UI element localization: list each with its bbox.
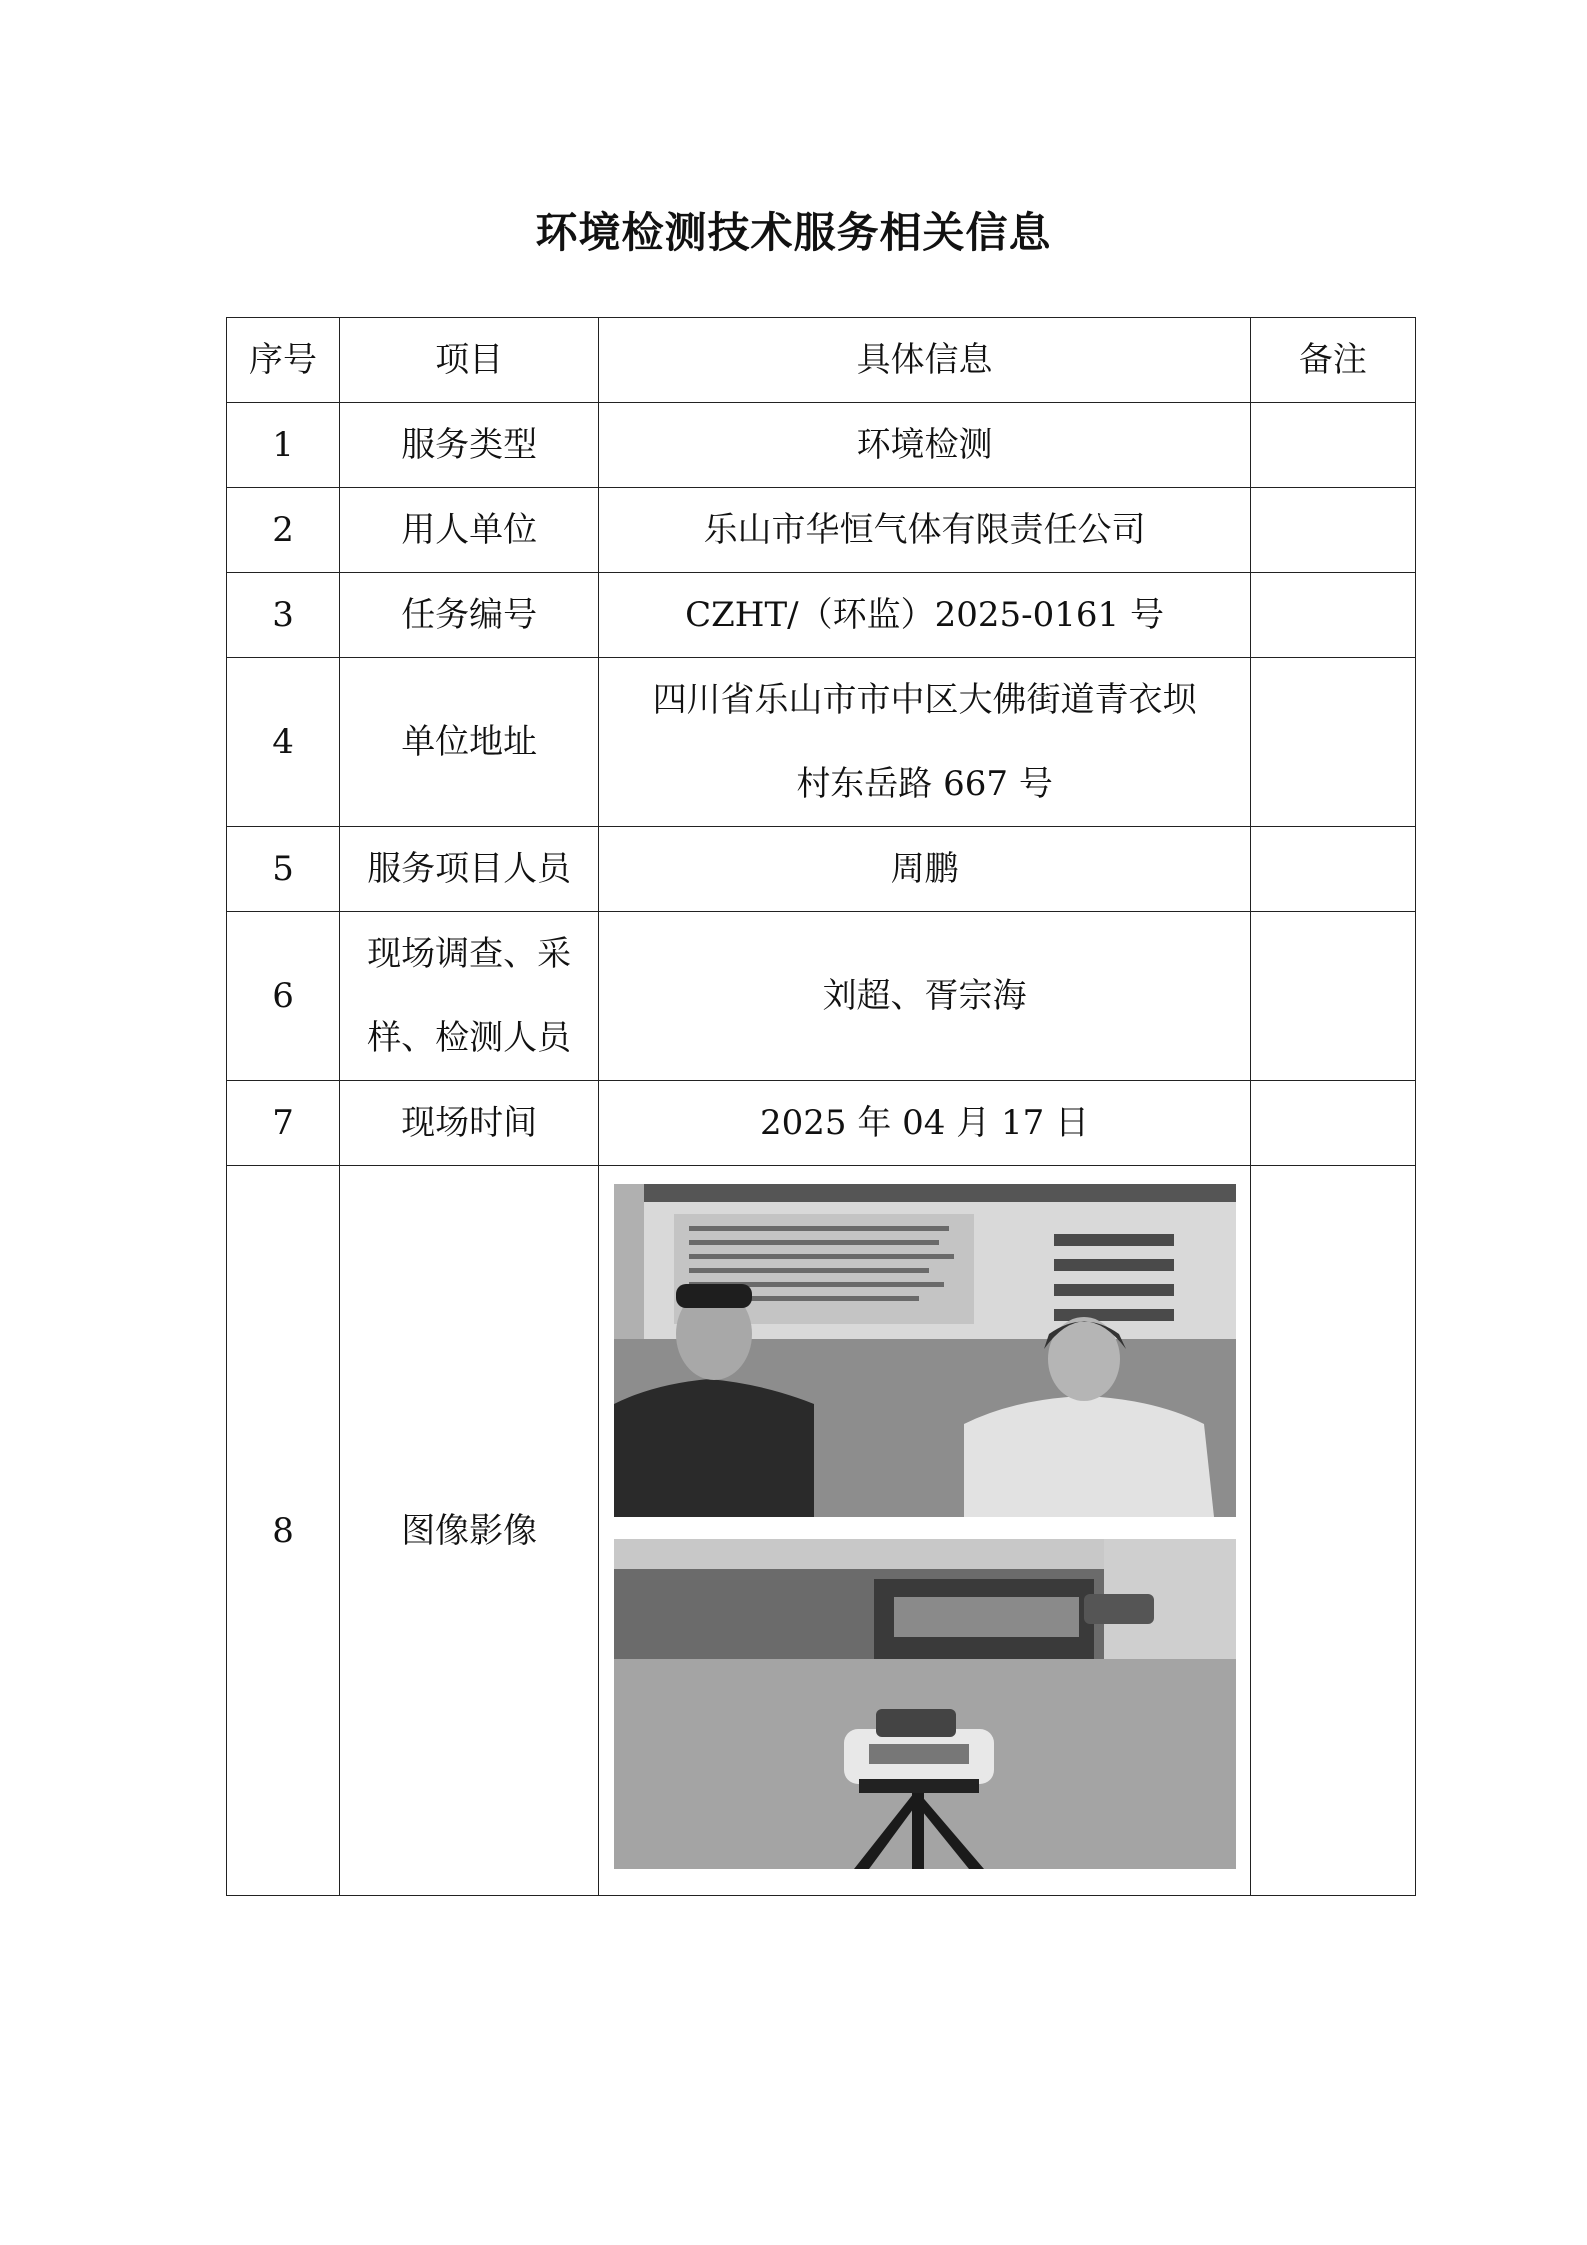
item-line-2: 样、检测人员 (367, 1018, 572, 1058)
row-item: 图像影像 (340, 1166, 599, 1896)
row-info-photos (599, 1166, 1251, 1896)
photo-equipment-icon (614, 1539, 1236, 1869)
row-no: 8 (227, 1166, 340, 1896)
row-note (1250, 1081, 1415, 1166)
row-no: 4 (227, 658, 340, 827)
row-no: 7 (227, 1081, 340, 1166)
row-info: 刘超、胥宗海 (599, 912, 1251, 1081)
table-row (227, 1166, 1416, 1896)
table-row (227, 912, 1416, 1081)
row-info: 环境检测 (599, 403, 1251, 488)
header-note: 备注 (1250, 318, 1415, 403)
table-row (227, 488, 1416, 573)
row-info (599, 658, 1251, 827)
row-note (1250, 488, 1415, 573)
row-item: 服务项目人员 (340, 827, 599, 912)
row-item: 服务类型 (340, 403, 599, 488)
row-note (1250, 573, 1415, 658)
row-no: 1 (227, 403, 340, 488)
item-line-1: 现场调查、采 (367, 934, 572, 974)
row-note (1250, 827, 1415, 912)
table-row (227, 827, 1416, 912)
row-item: 单位地址 (340, 658, 599, 827)
row-note (1250, 403, 1415, 488)
table-row (227, 403, 1416, 488)
row-note (1250, 912, 1415, 1081)
page-title: 环境检测技术服务相关信息 (535, 208, 1052, 257)
header-no: 序号 (227, 318, 340, 403)
address-line-1: 四川省乐山市市中区大佛街道青衣坝 (652, 680, 1197, 720)
row-no: 6 (227, 912, 340, 1081)
table-row (227, 658, 1416, 827)
row-item (340, 912, 599, 1081)
header-info: 具体信息 (599, 318, 1251, 403)
row-info: 2025 年 04 月 17 日 (599, 1081, 1251, 1166)
row-item: 任务编号 (340, 573, 599, 658)
table-row (227, 1081, 1416, 1166)
header-item: 项目 (340, 318, 599, 403)
row-no: 2 (227, 488, 340, 573)
table-row (227, 573, 1416, 658)
row-info: CZHT/（环监）2025-0161 号 (599, 573, 1251, 658)
address-line-2: 村东岳路 667 号 (796, 764, 1053, 804)
table-header-row (227, 318, 1416, 403)
row-info: 周鹏 (599, 827, 1251, 912)
row-note (1250, 658, 1415, 827)
row-info: 乐山市华恒气体有限责任公司 (599, 488, 1251, 573)
row-item: 现场时间 (340, 1081, 599, 1166)
row-item: 用人单位 (340, 488, 599, 573)
info-table (226, 317, 1416, 1896)
row-no: 5 (227, 827, 340, 912)
photo-people-icon (614, 1184, 1236, 1517)
row-note (1250, 1166, 1415, 1896)
row-no: 3 (227, 573, 340, 658)
